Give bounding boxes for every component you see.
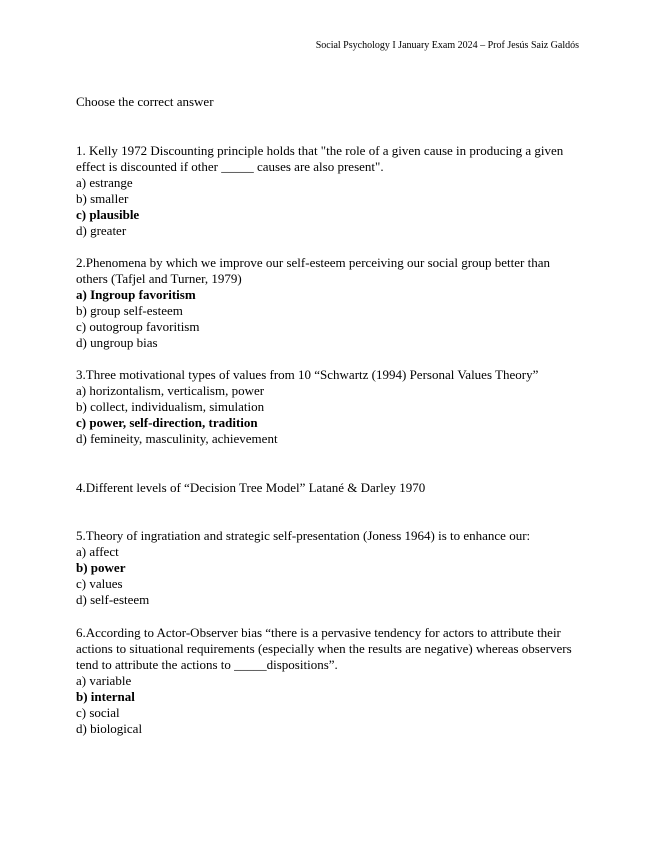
- question-4: [76, 480, 576, 496]
- answer-option-d: d) biological: [76, 721, 143, 736]
- answer-option-a: a) estrange: [76, 175, 133, 190]
- answer-option-c: c) values: [76, 576, 123, 591]
- question-text: 6.According to Actor-Observer bias “there is a pervasive tendency for actors to attribute their actions to situational requirements (especially when the results are negative) whereas observers tend to attribute the actions to _____dispositions”.: [76, 625, 572, 672]
- instructions: Choose the correct answer: [76, 94, 214, 109]
- question-5: [76, 528, 576, 608]
- question-1: [76, 143, 576, 239]
- question-6: [76, 625, 576, 737]
- answer-option-c: c) outogroup favoritism: [76, 319, 200, 334]
- answer-option-b-correct: b) power: [76, 560, 126, 575]
- page-header: Social Psychology I January Exam 2024 – Prof Jesús Saiz Galdós: [315, 40, 579, 51]
- answer-option-b-correct: b) internal: [76, 689, 135, 704]
- question-2: [76, 255, 576, 351]
- question-text: 2.Phenomena by which we improve our self-esteem perceiving our social group better than others (Tafjel and Turner, 1979): [76, 255, 550, 286]
- answer-option-d: d) ungroup bias: [76, 335, 158, 350]
- question-text: 1. Kelly 1972 Discounting principle holds that "the role of a given cause in producing a given effect is discounted if other _____ causes are also present".: [76, 143, 564, 174]
- question-text: 4.Different levels of “Decision Tree Model” Latané & Darley 1970: [76, 480, 426, 495]
- answer-option-b: b) smaller: [76, 191, 129, 206]
- answer-option-a: a) affect: [76, 544, 119, 559]
- answer-option-d: d) greater: [76, 223, 127, 238]
- answer-option-d: d) self-esteem: [76, 592, 150, 607]
- answer-option-c-correct: c) plausible: [76, 207, 140, 222]
- answer-option-a: a) variable: [76, 673, 132, 688]
- answer-option-d: d) femineity, masculinity, achievement: [76, 431, 278, 446]
- answer-option-c-correct: c) power, self-direction, tradition: [76, 415, 258, 430]
- question-text: 3.Three motivational types of values from 10 “Schwartz (1994) Personal Values Theory”: [76, 367, 539, 382]
- answer-option-a-correct: a) Ingroup favoritism: [76, 287, 196, 302]
- answer-option-c: c) social: [76, 705, 120, 720]
- question-3: [76, 367, 576, 447]
- question-text: 5.Theory of ingratiation and strategic self-presentation (Joness 1964) is to enhance our:: [76, 528, 531, 543]
- answer-option-b: b) collect, individualism, simulation: [76, 399, 265, 414]
- answer-option-b: b) group self-esteem: [76, 303, 183, 318]
- answer-option-a: a) horizontalism, verticalism, power: [76, 383, 265, 398]
